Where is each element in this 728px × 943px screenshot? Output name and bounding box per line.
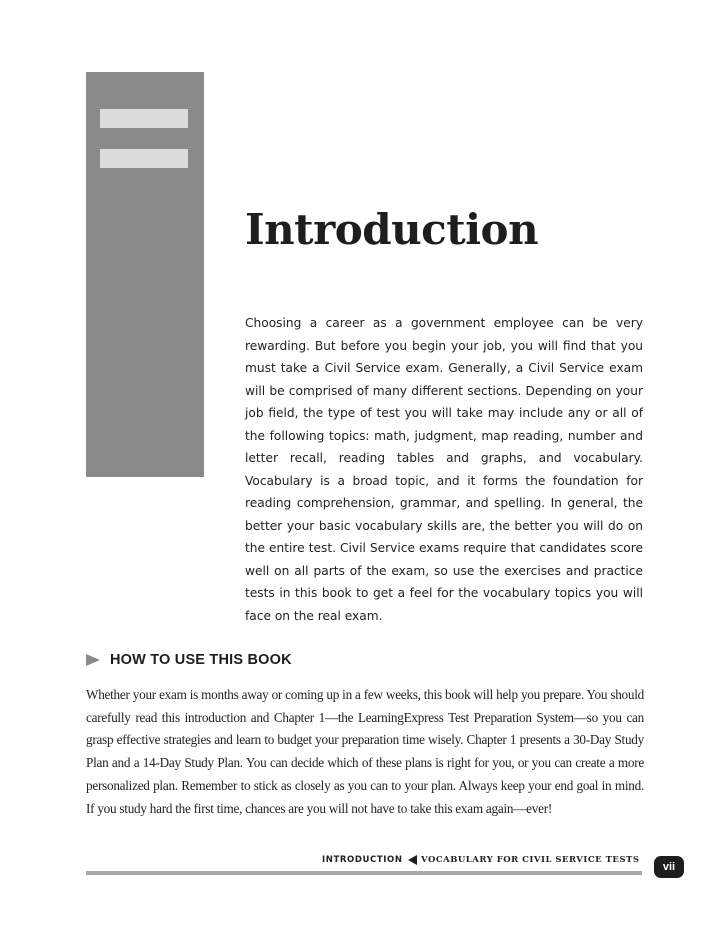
decorative-bar-bottom (100, 149, 188, 168)
footer-rule (86, 871, 642, 875)
triangle-right-icon (86, 654, 100, 666)
page-title: Introduction (245, 205, 539, 254)
footer-section-label: INTRODUCTION (322, 855, 403, 865)
section-paragraph: Whether your exam is months away or coming up in a few weeks, this book will help you prepare. You should carefully read this introduction and Chapter 1—the LearningExpress Test Preparation System—so you can grasp effective strategies and learn to budget your preparation time wisely. Chapter 1 presents a 30-Day Study Plan and a 14-Day Study Plan. You can decide which of these plans is right for you, or you can create a more personalized plan. Remember to stick as closely as you can to your plan. Always keep your end goal in mind. If you study hard the first time, chances are you will not have to take this exam again—ever! (86, 687, 644, 816)
section-heading-text: HOW TO USE THIS BOOK (110, 652, 292, 668)
intro-paragraph: Choosing a career as a government employee can be very rewarding. But before you begin your job, you will find that you must take a Civil Service exam. Generally, a Civil Service exam will be comprised of many different sections. Depending on your job field, the type of test you will take may include any or all of the following topics: math, judgment, map reading, number and letter recall, reading tables and graphs, and vocabulary. Vocabulary is a broad topic, and it forms the foundation for reading comprehension, grammar, and spelling. In general, the better your basic vocabulary skills are, the better you will do on the entire test. Civil Service exams require that candidates score well on all parts of the exam, so use the exercises and practice tests in this book to get a feel for the vocabulary topics you will face on the real exam. (245, 316, 643, 623)
page-footer (86, 848, 644, 872)
triangle-left-icon (408, 855, 417, 865)
decorative-bar-top (100, 109, 188, 128)
footer-book-title: VOCABULARY FOR CIVIL SERVICE TESTS (421, 855, 640, 865)
page-number-badge: vii (654, 856, 684, 878)
section-heading (86, 650, 292, 670)
decorative-side-block (86, 72, 204, 477)
